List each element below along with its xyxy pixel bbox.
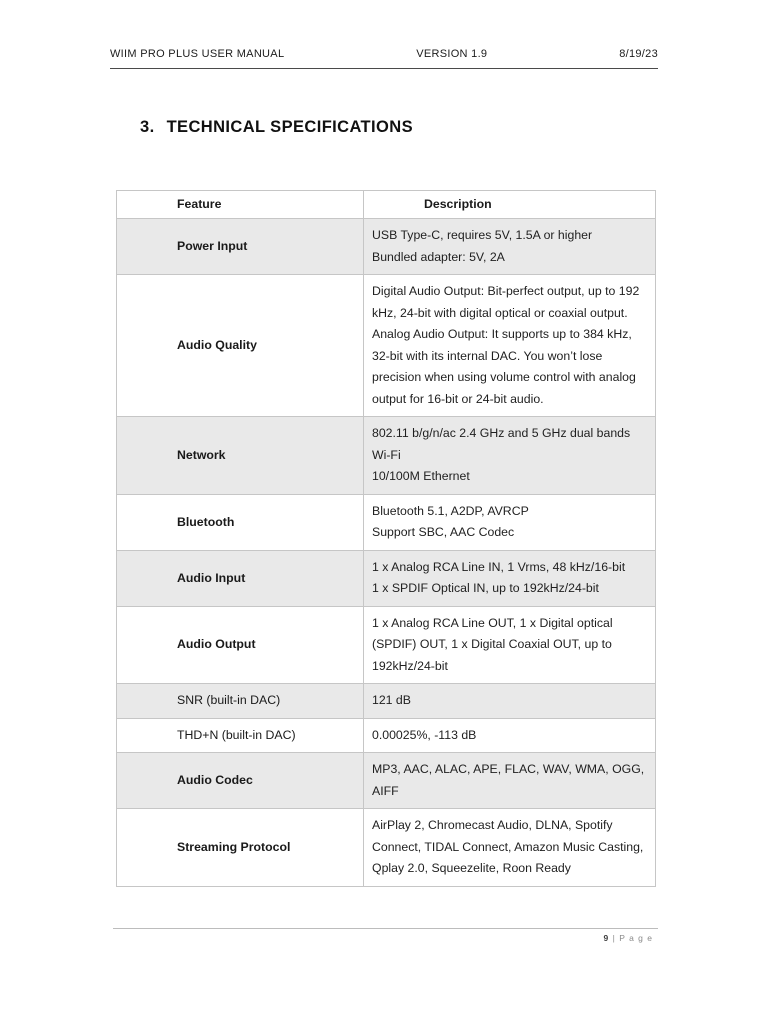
description-paragraph: 10/100M Ethernet [372, 469, 470, 483]
description-cell [364, 219, 656, 275]
feature-cell: THD+N (built-in DAC) [117, 718, 364, 753]
feature-cell: Audio Input [117, 550, 364, 606]
description-cell [364, 494, 656, 550]
description-cell [364, 275, 656, 417]
description-paragraph: 121 dB [372, 693, 411, 707]
section-title [140, 118, 413, 137]
description-paragraph: 802.11 b/g/n/ac 2.4 GHz and 5 GHz dual bands Wi-Fi [372, 426, 631, 462]
footer-divider [113, 928, 658, 929]
table-row [117, 219, 656, 275]
feature-cell: Streaming Protocol [117, 809, 364, 887]
description-paragraph: Bluetooth 5.1, A2DP, AVRCP [372, 503, 529, 518]
description-paragraph: 0.00025%, -113 dB [372, 727, 477, 742]
table-row [117, 275, 656, 417]
description-paragraph: 1 x Analog RCA Line OUT, 1 x Digital optical (SPDIF) OUT, 1 x Digital Coaxial OUT, up to 192kHz/24-bit [372, 615, 613, 673]
feature-cell: Audio Codec [117, 753, 364, 809]
description-cell [364, 606, 656, 684]
description-paragraph: MP3, AAC, ALAC, APE, FLAC, WAV, WMA, OGG, AIFF [372, 762, 645, 798]
spec-table-body [117, 219, 656, 887]
page-header [110, 48, 658, 69]
feature-cell: Audio Quality [117, 275, 364, 417]
description-paragraph: Support SBC, AAC Codec [372, 525, 515, 539]
page-label: | P a g e [612, 933, 653, 943]
table-header-row [117, 191, 656, 219]
header-date: 8/19/23 [619, 48, 658, 60]
section-title-text: TECHNICAL SPECIFICATIONS [166, 118, 413, 136]
table-row [117, 718, 656, 753]
description-paragraph: 1 x SPDIF Optical IN, up to 192kHz/24-bit [372, 581, 599, 595]
feature-cell: Power Input [117, 219, 364, 275]
header-manual-title: WIIM PRO PLUS USER MANUAL [110, 48, 285, 60]
feature-cell: Network [117, 417, 364, 495]
table-row [117, 494, 656, 550]
feature-column-header: Feature [117, 191, 364, 219]
section-number: 3. [140, 118, 155, 136]
feature-cell: SNR (built-in DAC) [117, 684, 364, 719]
description-cell [364, 684, 656, 719]
table-row [117, 684, 656, 719]
page-number [604, 933, 653, 943]
page-number-value: 9 [603, 933, 610, 943]
description-cell [364, 417, 656, 495]
feature-cell: Audio Output [117, 606, 364, 684]
description-paragraph: Analog Audio Output: It supports up to 384 kHz, 32-bit with its internal DAC. You won’t lose precision when using volume control with analog output for 16-bit or 24-bit audio. [372, 327, 636, 406]
description-paragraph: 1 x Analog RCA Line IN, 1 Vrms, 48 kHz/16-bit [372, 559, 626, 574]
header-version: VERSION 1.9 [416, 48, 488, 60]
table-row [117, 417, 656, 495]
spec-table [116, 190, 656, 887]
description-cell [364, 809, 656, 887]
description-cell [364, 718, 656, 753]
description-cell [364, 550, 656, 606]
table-row [117, 753, 656, 809]
table-row [117, 550, 656, 606]
description-paragraph: Bundled adapter: 5V, 2A [372, 249, 505, 264]
feature-cell: Bluetooth [117, 494, 364, 550]
table-row [117, 606, 656, 684]
description-paragraph: Digital Audio Output: Bit-perfect output, up to 192 kHz, 24-bit with digital optical or coaxial output. [372, 284, 640, 320]
description-paragraph: AirPlay 2, Chromecast Audio, DLNA, Spotify Connect, TIDAL Connect, Amazon Music Casting, Qplay 2.0, Squeezelite, Roon Ready [372, 818, 644, 875]
description-cell [364, 753, 656, 809]
table-row [117, 809, 656, 887]
description-column-header: Description [364, 191, 656, 219]
description-paragraph: USB Type-C, requires 5V, 1.5A or higher [372, 228, 593, 242]
